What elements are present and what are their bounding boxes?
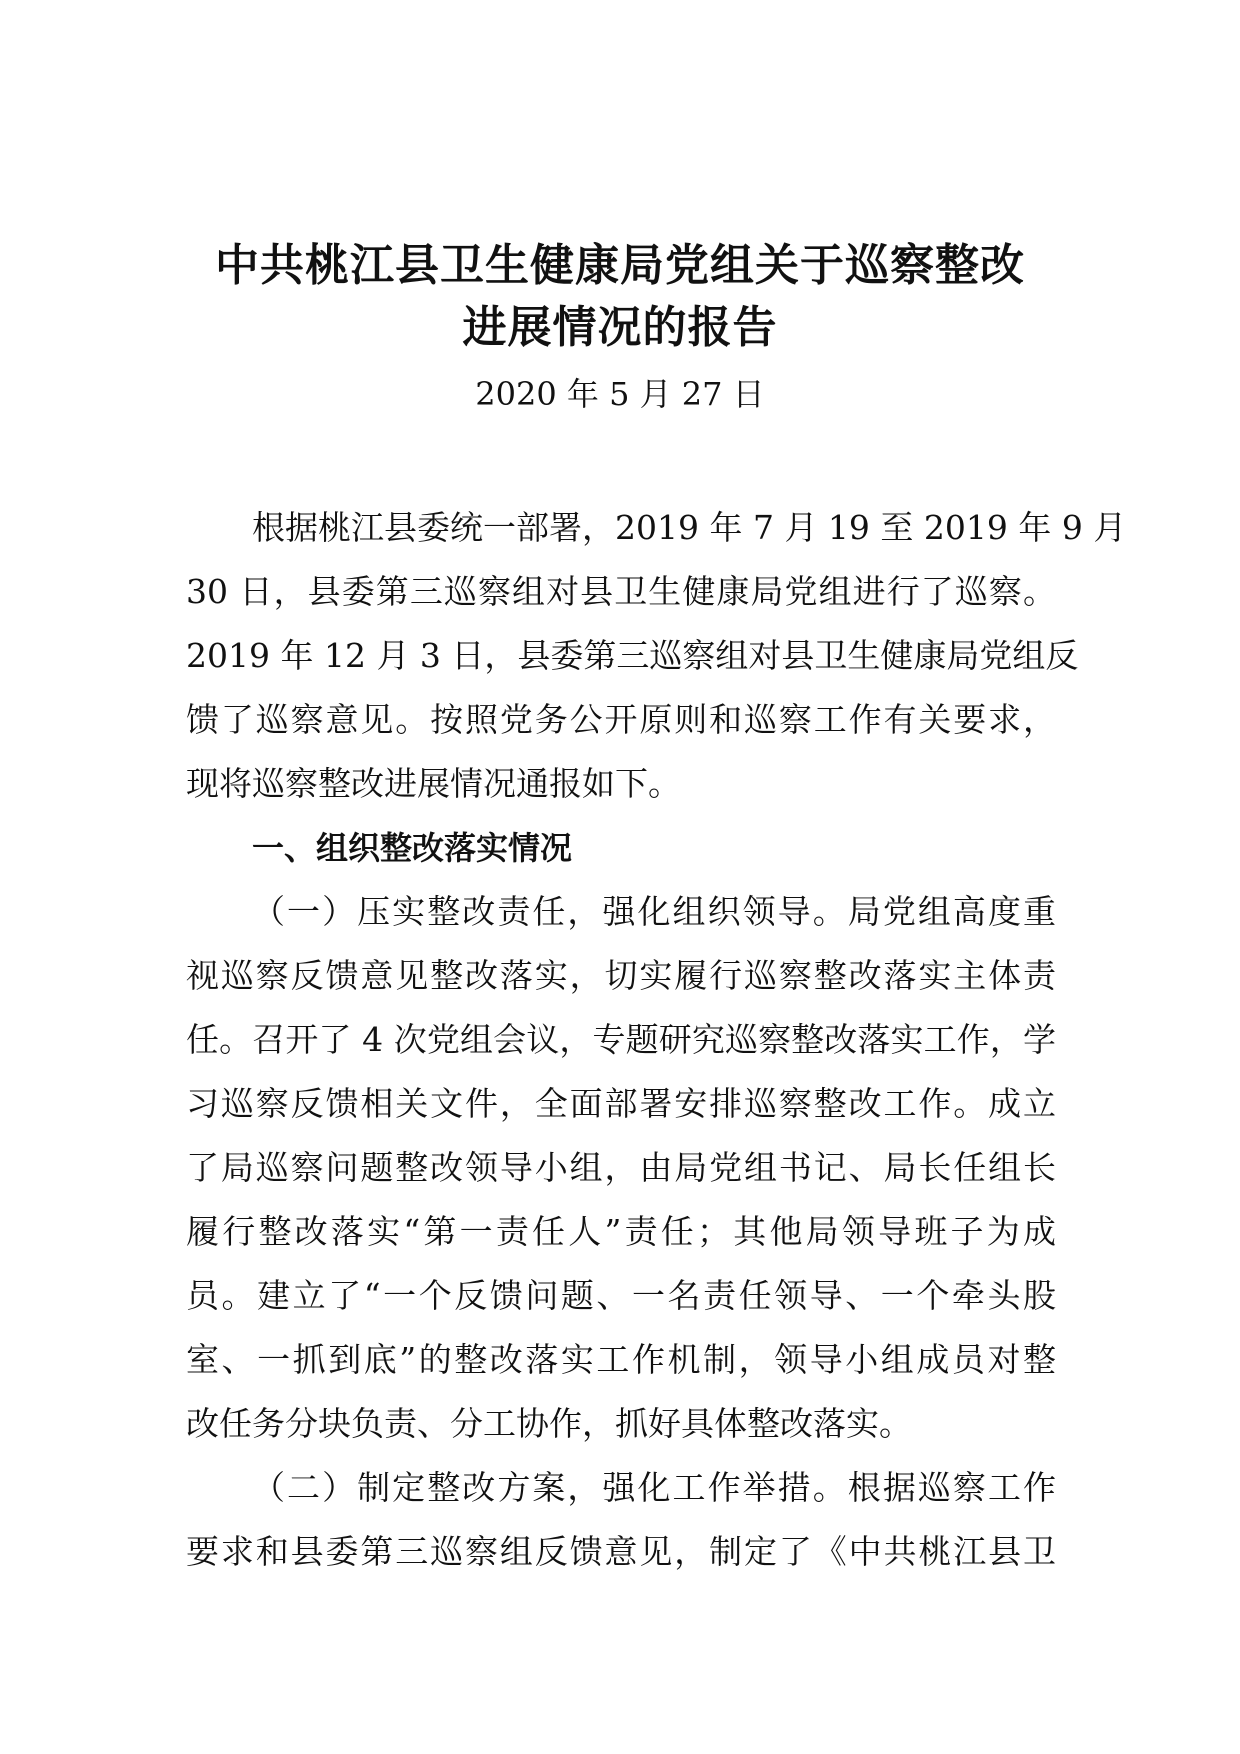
paragraph-line: 履行整改落实“第一责任人”责任；其他局领导班子为成 <box>186 1212 1056 1251</box>
paragraph-line: 30 日，县委第三巡察组对县卫生健康局党组进行了巡察。 <box>186 572 1056 611</box>
document-title-line-1: 中共桃江县卫生健康局党组关于巡察整改 <box>215 240 1025 291</box>
paragraph-line: （二）制定整改方案，强化工作举措。根据巡察工作 <box>252 1468 1056 1507</box>
paragraph-line: 现将巡察整改进展情况通报如下。 <box>186 764 681 803</box>
paragraph-line: 习巡察反馈相关文件，全面部署安排巡察整改工作。成立 <box>186 1084 1056 1123</box>
paragraph-line: 了局巡察问题整改领导小组，由局党组书记、局长任组长 <box>186 1148 1056 1187</box>
document-date: 2020 年 5 月 27 日 <box>475 375 765 413</box>
paragraph-line: 要求和县委第三巡察组反馈意见，制定了《中共桃江县卫 <box>186 1532 1056 1571</box>
paragraph-line: 视巡察反馈意见整改落实，切实履行巡察整改落实主体责 <box>186 956 1056 995</box>
paragraph-line: 员。建立了“一个反馈问题、一名责任领导、一个牵头股 <box>186 1276 1056 1315</box>
paragraph-line: 室、一抓到底”的整改落实工作机制，领导小组成员对整 <box>186 1340 1056 1379</box>
document-title-line-2: 进展情况的报告 <box>462 302 778 353</box>
paragraph-line: 2019 年 12 月 3 日，县委第三巡察组对县卫生健康局党组反 <box>186 636 1079 675</box>
paragraph-line: 馈了巡察意见。按照党务公开原则和巡察工作有关要求， <box>186 700 1056 739</box>
paragraph-line: 根据桃江县委统一部署，2019 年 7 月 19 至 2019 年 9 月 <box>252 508 1127 547</box>
paragraph-line: 任。召开了 4 次党组会议，专题研究巡察整改落实工作，学 <box>186 1020 1056 1059</box>
section-heading: 一、组织整改落实情况 <box>252 829 573 867</box>
document-body <box>186 496 1127 1584</box>
paragraph-line: 改任务分块负责、分工协作，抓好具体整改落实。 <box>186 1404 912 1443</box>
paragraph-line: （一）压实整改责任，强化组织领导。局党组高度重 <box>252 892 1056 931</box>
